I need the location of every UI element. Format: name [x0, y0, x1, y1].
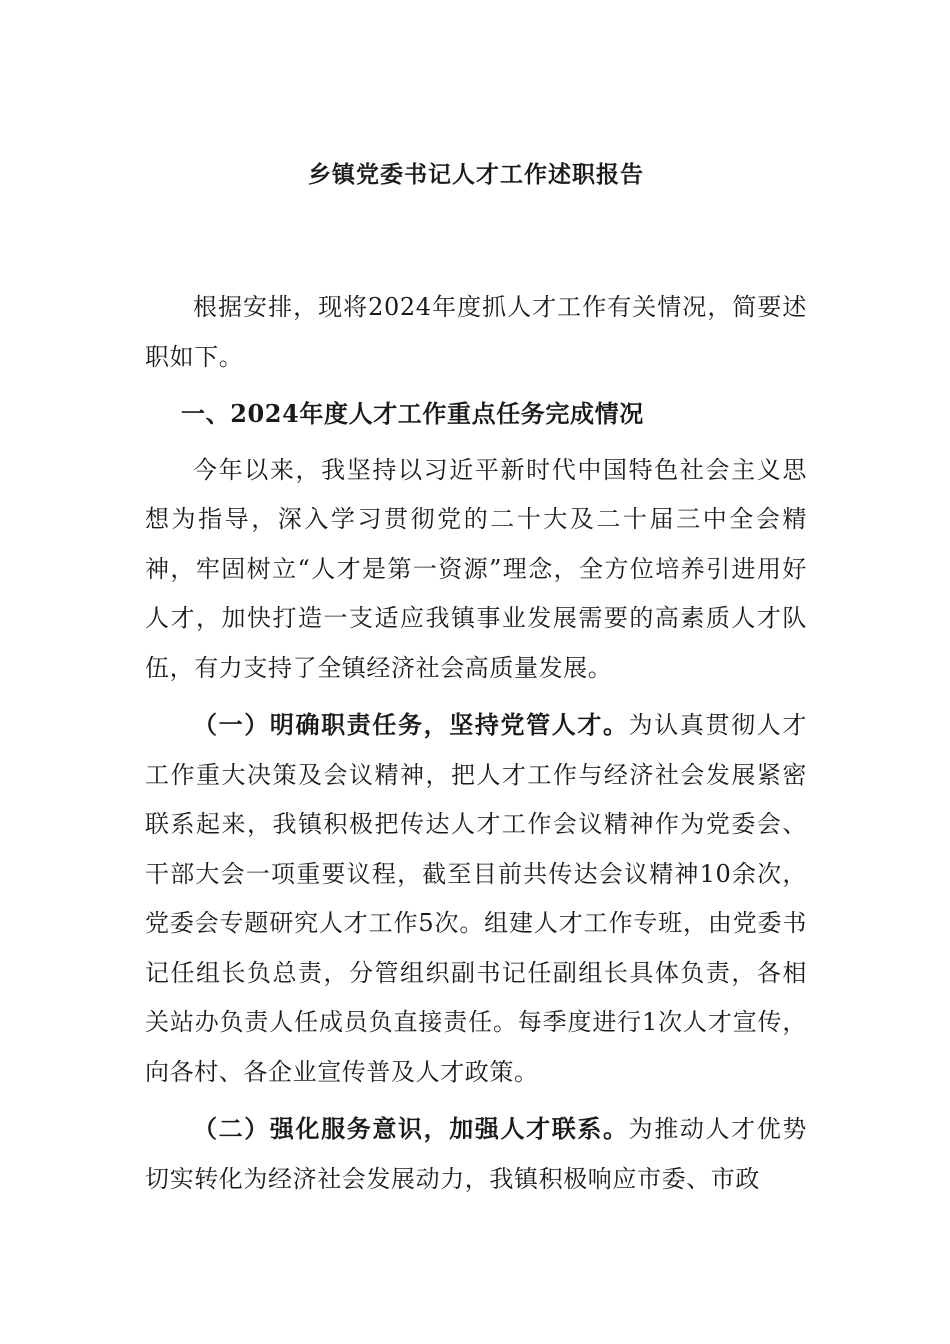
- document-title: 乡镇党委书记人才工作述职报告: [308, 161, 644, 188]
- intro-paragraph: 根据安排，现将2024年度抓人才工作有关情况，简要述职如下。: [145, 293, 807, 371]
- item-two-lead: （二）强化服务意识，加强人才联系。: [193, 1114, 629, 1143]
- item-two-body: 为推动人才优势切实转化为经济社会发展动力，我镇积极响应市委、市政: [145, 1115, 807, 1193]
- document-body: [145, 155, 807, 1211]
- item-one-body: 为认真贯彻人才工作重大决策及会议精神，把人才工作与经济社会发展紧密联系起来，我镇积极把传达人才工作会议精神作为党委会、干部大会一项重要议程，截至目前共传达会议精神10余次，党委会专题研究人才工作5次。组建人才工作专班，由党委书记任组长负总责，分管组织副书记任副组长具体负责，各相关站办负责人任成员负直接责任。每季度进行1次人才宣传，向各村、各企业宣传普及人才政策。: [145, 711, 807, 1086]
- item-one-lead: （一）明确职责任务，坚持党管人才。: [193, 710, 629, 739]
- item-two-paragraph: [145, 1104, 807, 1204]
- section-paragraph: 今年以来，我坚持以习近平新时代中国特色社会主义思想为指导，深入学习贯彻党的二十大及二十届三中全会精神，牢固树立“人才是第一资源”理念，全方位培养引进用好人才，加快打造一支适应我镇事业发展需要的高素质人才队伍，有力支持了全镇经济社会高质量发展。: [145, 455, 807, 682]
- section-heading: 一、2024年度人才工作重点任务完成情况: [181, 399, 644, 428]
- item-one-paragraph: [145, 700, 807, 1097]
